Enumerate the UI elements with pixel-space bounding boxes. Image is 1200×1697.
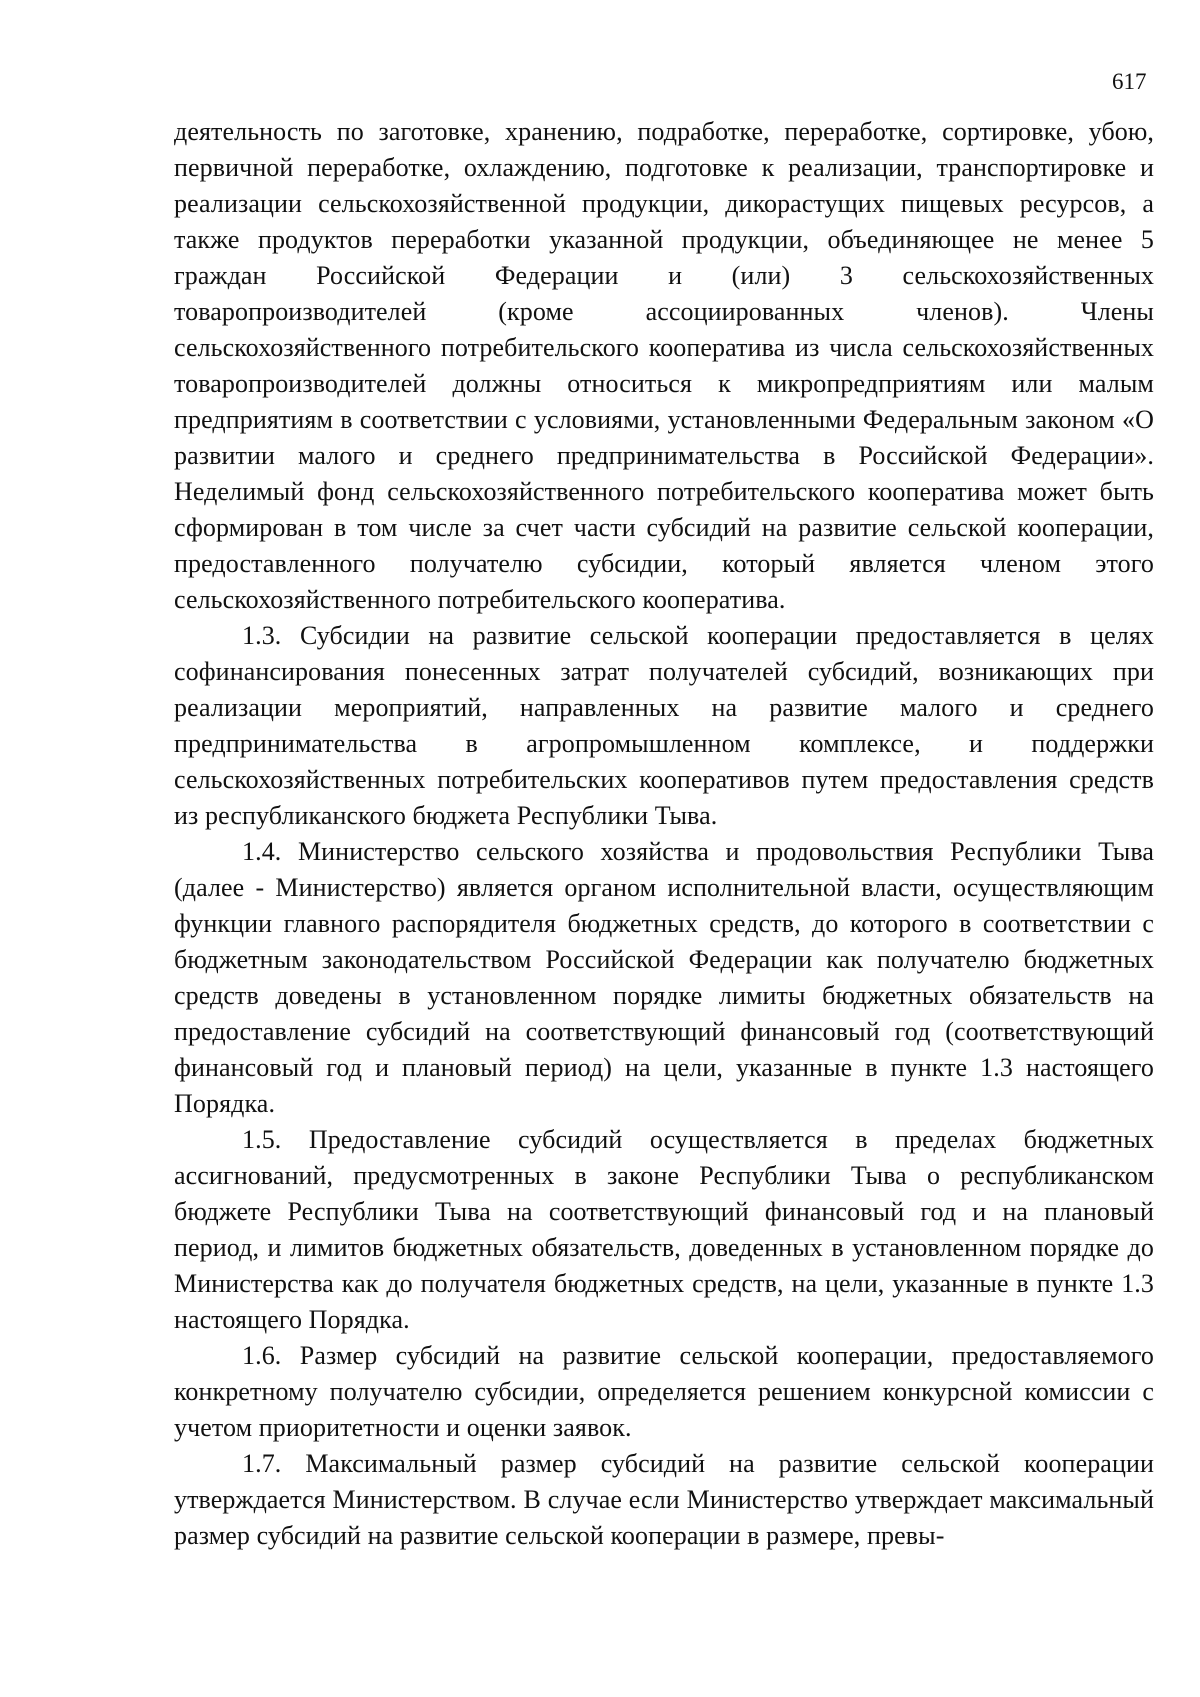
document-body — [174, 114, 1154, 1554]
paragraph-1-6: 1.6. Размер субсидий на развитие сельской кооперации, предоставляемого конкретному получателю субсидии, определяется решением конкурсной комиссии с учетом приоритетности и оценки заявок. — [174, 1341, 1154, 1442]
paragraph-1-7: 1.7. Максимальный размер субсидий на развитие сельской кооперации утверждается Министерством. В случае если Министерство утверждает максимальный размер субсидий на развитие сельской кооперации в размере, превы- — [174, 1449, 1154, 1550]
paragraph-1-5: 1.5. Предоставление субсидий осуществляется в пределах бюджетных ассигнований, предусмотренных в законе Республики Тыва о республиканском бюджете Республики Тыва на соответствующий финансовый год и на плановый период, и лимитов бюджетных обязательств, доведенных в установленном порядке до Министерства как до получателя бюджетных средств, на цели, указанные в пункте 1.3 настоящего Порядка. — [174, 1125, 1154, 1334]
paragraph-continuation: деятельность по заготовке, хранению, подработке, переработке, сортировке, убою, первичной переработке, охлаждению, подготовке к реализации, транспортировке и реализации сельскохозяйственной продукции, дикорастущих пищевых ресурсов, а также продуктов переработки указанной продукции, объединяющее не менее 5 граждан Российской Федерации и (или) 3 сельскохозяйственных товаропроизводителей (кроме ассоциированных членов). Члены сельскохозяйственного потребительского кооператива из числа сельскохозяйственных товаропроизводителей должны относиться к микропредприятиям или малым предприятиям в соответствии с условиями, установленными Федеральным законом «О развитии малого и среднего предпринимательства в Российской Федерации». Неделимый фонд сельскохозяйственного потребительского кооператива может быть сформирован в том числе за счет части субсидий на развитие сельской кооперации, предоставленного получателю субсидии, который является членом этого сельскохозяйственного потребительского кооператива. — [174, 117, 1154, 614]
paragraph-1-4: 1.4. Министерство сельского хозяйства и продовольствия Республики Тыва (далее - Министерство) является органом исполнительной власти, осуществляющим функции главного распорядителя бюджетных средств, до которого в соответствии с бюджетным законодательством Российской Федерации как получателю бюджетных средств доведены в установленном порядке лимиты бюджетных обязательств на предоставление субсидий на соответствующий финансовый год (соответствующий финансовый год и плановый период) на цели, указанные в пункте 1.3 настоящего Порядка. — [174, 837, 1154, 1118]
page-number: 617 — [1112, 69, 1147, 94]
paragraph-1-3: 1.3. Субсидии на развитие сельской кооперации предоставляется в целях софинансирования понесенных затрат получателей субсидий, возникающих при реализации мероприятий, направленных на развитие малого и среднего предпринимательства в агропромышленном комплексе, и поддержки сельскохозяйственных потребительских кооперативов путем предоставления средств из республиканского бюджета Республики Тыва. — [174, 621, 1154, 830]
